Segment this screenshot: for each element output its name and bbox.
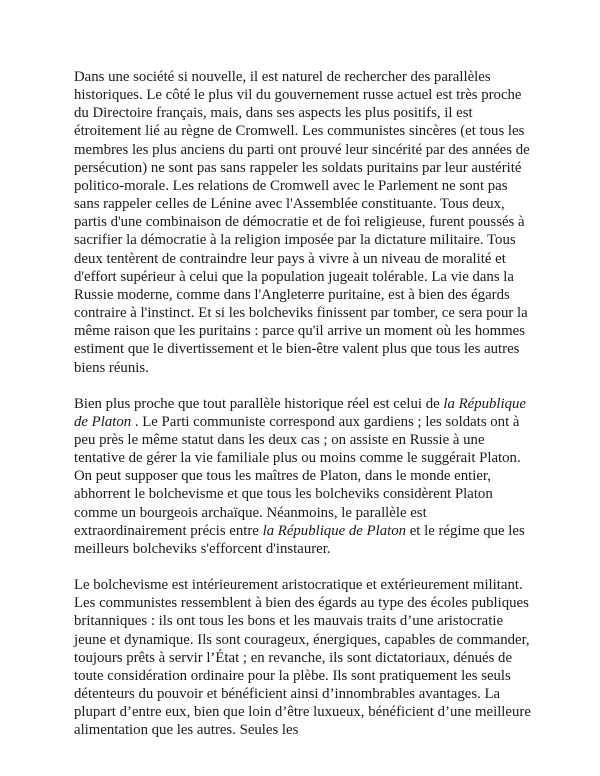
- paragraph-1: [74, 68, 534, 377]
- paragraph-text: et le régime que les meilleurs bolcheviks s'efforcent d'instaurer.: [74, 522, 525, 557]
- paragraph-text: Dans une société si nouvelle, il est naturel de rechercher des parallèles historiques. Le côté le plus vil du gouvernement russe actuel est très proche du Directoire français, mais, dans ses aspects les plus positifs, il est étroitement lié au règne de Cromwell. Les communistes sincères (et tous les membres les plus anciens du parti ont prouvé leur sincérité par des années de persécution) ne sont pas sans rappeler les soldats puritains par leur austérité politico-morale. Les relations de Cromwell avec le Parlement ne sont pas sans rappeler celles de Lénine avec l'Assemblée constituante. Tous deux, partis d'une combinaison de démocratie et de foi religieuse, furent poussés à sacrifier la démocratie à la religion imposée par la dictature militaire. Tous deux tentèrent de contraindre leur pays à vivre à un niveau de moralité et d'effort supérieur à celui que la population jugeait tolérable. La vie dans la Russie moderne, comme dans l'Angleterre puritaine, est à bien des égards contraire à l'instinct. Et si les bolcheviks finissent par tomber, ce sera pour la même raison que les puritains : parce qu'il arrive un moment où les hommes estiment que le divertissement et le bien-être valent plus que tous les autres biens réunis.: [74, 69, 530, 376]
- document-page: [74, 68, 534, 739]
- paragraph-3: [74, 576, 534, 739]
- paragraph-text: . Le Parti communiste correspond aux gardiens ; les soldats ont à peu près le même statut dans les deux cas ; on assiste en Russie à une tentative de gérer la vie familiale plus ou moins comme le suggérait Platon. On peut supposer que tous les maîtres de Platon, dans le monde entier, abhorrent le bolchevisme et que tous les bolcheviks considèrent Platon comme un bourgeois archaïque. Néanmoins, le parallèle est extraordinairement précis entre: [74, 413, 521, 539]
- book-title: la République de Platon: [262, 522, 406, 539]
- paragraph-text: Le bolchevisme est intérieurement aristocratique et extérieurement militant. Les communistes ressemblent à bien des égards au type des écoles publiques britanniques : ils ont tous les bons et les mauvais traits d’une aristocratie jeune et dynamique. Ils sont courageux, énergiques, capables de commander, toujours prêts à servir l’État ; en revanche, ils sont dictatoriaux, dénués de toute considération ordinaire pour la plèbe. Ils sont pratiquement les seuls détenteurs du pouvoir et bénéficient ainsi d’innombrables avantages. La plupart d’entre eux, bien que loin d’être luxueux, bénéficient d’une meilleure alimentation que les autres. Seules les: [74, 577, 531, 739]
- paragraph-2: [74, 395, 534, 558]
- book-title: la République de Platon: [74, 395, 526, 430]
- paragraph-text: Bien plus proche que tout parallèle historique réel est celui de: [74, 395, 444, 412]
